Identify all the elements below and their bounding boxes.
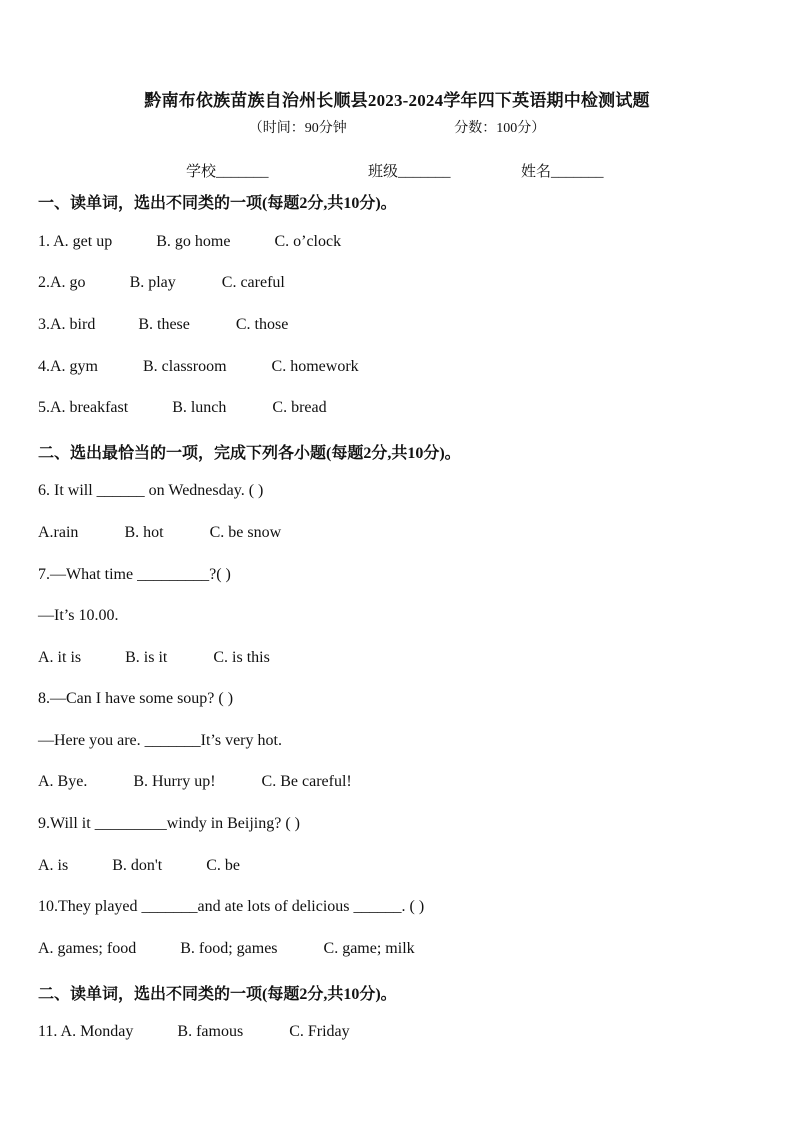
question-10-option-c: C. game; milk [323, 940, 415, 957]
question-2 [38, 274, 285, 292]
question-8-stem: 8.—Can I have some soup? ( ) [38, 690, 234, 707]
section-heading-1: 一、读单词，选出不同类的一项(每题2分,共10分)。 [38, 195, 397, 212]
question-10-option-a: A. games; food [38, 940, 137, 957]
question-10-option-b: B. food; games [180, 940, 278, 957]
class-field: 班级_______ [368, 164, 451, 180]
section-heading-3: 二、读单词，选出不同类的一项(每题2分,共10分)。 [38, 986, 397, 1003]
name-field: 姓名_______ [521, 164, 604, 180]
question-11-stem: 11. A. Monday [38, 1023, 134, 1040]
question-6-options [38, 524, 281, 542]
question-8-option-a: A. Bye. [38, 773, 88, 790]
question-9-stem: 9.Will it _________windy in Beijing? ( ) [38, 815, 300, 832]
question-6-stem: 6. It will ______ on Wednesday. ( ) [38, 482, 264, 499]
exam-score: 分数：100分） [454, 121, 546, 136]
question-3 [38, 316, 288, 334]
question-8-options [38, 773, 352, 791]
question-1 [38, 233, 341, 251]
question-6-option-a: A.rain [38, 524, 79, 541]
question-8-option-c: C. Be careful! [261, 773, 352, 790]
question-1-stem: 1. A. get up [38, 233, 113, 250]
question-7-stem: 7.—What time _________?( ) [38, 566, 231, 583]
question-1-option-c: C. o’clock [274, 233, 342, 250]
page-title: 黔南布依族苗族自治州长顺县2023-2024学年四下英语期中检测试题 [144, 91, 650, 110]
question-11 [38, 1023, 350, 1041]
school-field: 学校_______ [186, 164, 269, 180]
question-8-answer: —Here you are. _______It’s very hot. [38, 732, 282, 749]
question-9-options [38, 857, 240, 875]
question-4 [38, 358, 359, 376]
exam-subtitle [0, 117, 794, 137]
question-4-option-c: C. homework [271, 358, 359, 375]
question-7-option-b: B. is it [125, 649, 168, 666]
question-9-option-c: C. be [206, 857, 241, 874]
question-11-option-b: B. famous [177, 1023, 244, 1040]
question-2-option-c: C. careful [221, 274, 285, 291]
question-11-option-c: C. Friday [289, 1023, 350, 1040]
question-3-option-b: B. these [138, 316, 190, 333]
question-9-option-b: B. don't [112, 857, 163, 874]
question-3-stem: 3.A. bird [38, 316, 96, 333]
question-7-option-c: C. is this [213, 649, 270, 666]
question-1-option-b: B. go home [156, 233, 231, 250]
question-4-stem: 4.A. gym [38, 358, 98, 375]
question-2-stem: 2.A. go [38, 274, 86, 291]
question-3-option-c: C. those [235, 316, 289, 333]
question-6-option-b: B. hot [124, 524, 164, 541]
question-5 [38, 399, 327, 417]
question-10-stem: 10.They played _______and ate lots of delicious ______. ( ) [38, 898, 425, 915]
question-2-option-b: B. play [129, 274, 176, 291]
question-7-answer: —It’s 10.00. [38, 607, 119, 624]
exam-time: （时间：90分钟 [248, 121, 347, 136]
question-5-option-b: B. lunch [172, 399, 227, 416]
question-4-option-b: B. classroom [143, 358, 227, 375]
question-9-option-a: A. is [38, 857, 69, 874]
question-5-stem: 5.A. breakfast [38, 399, 129, 416]
section-heading-2: 二、选出最恰当的一项，完成下列各小题(每题2分,共10分)。 [38, 445, 461, 462]
question-5-option-c: C. bread [272, 399, 327, 416]
question-7-option-a: A. it is [38, 649, 82, 666]
question-6-option-c: C. be snow [209, 524, 282, 541]
question-8-option-b: B. Hurry up! [133, 773, 216, 790]
question-7-options [38, 649, 270, 667]
question-10-options [38, 940, 415, 958]
